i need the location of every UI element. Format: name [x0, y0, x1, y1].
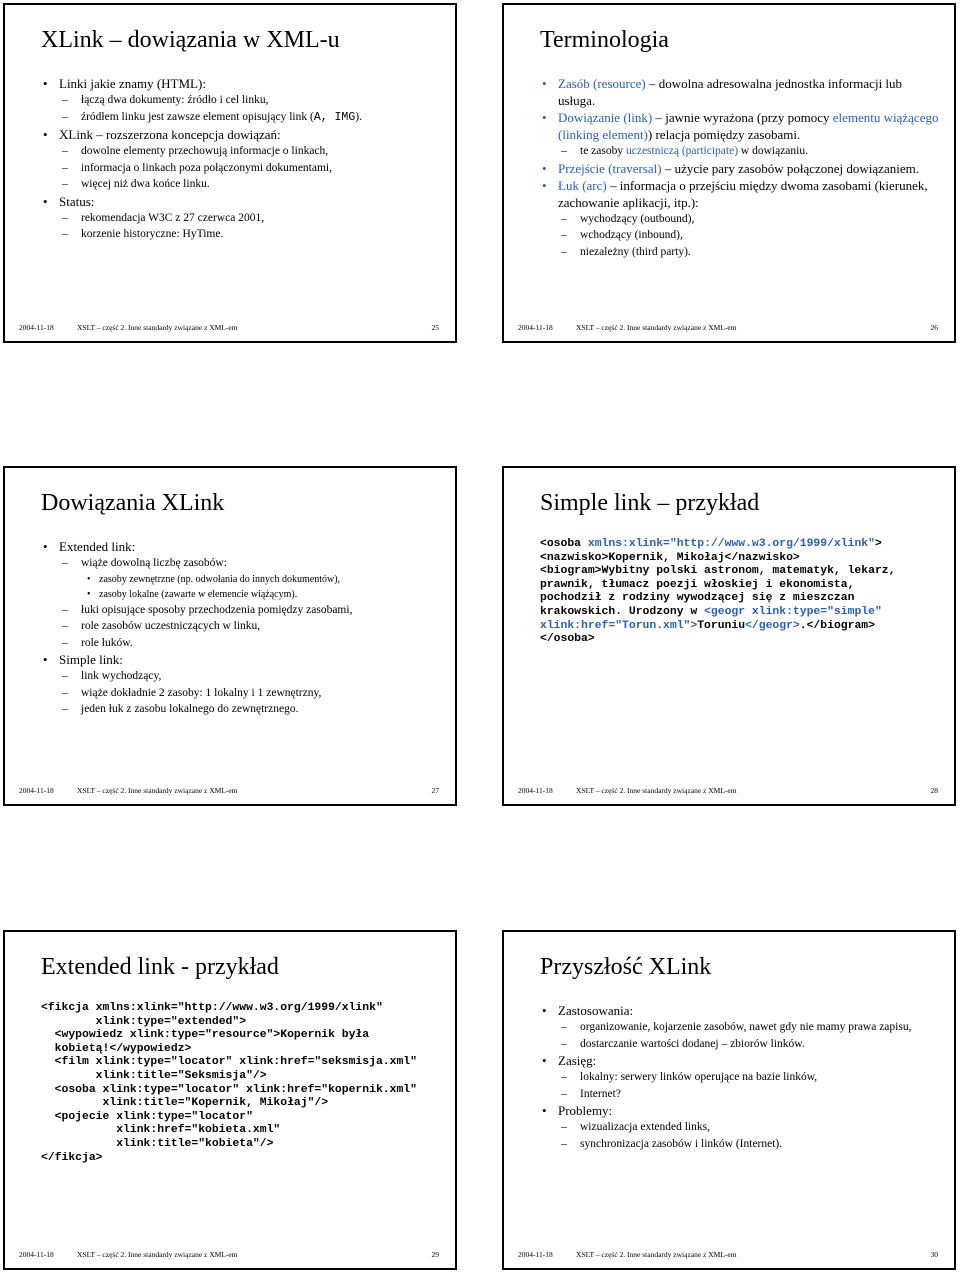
footer-title: XSLT – część 2. Inne standardy związane z XML-em — [77, 323, 238, 332]
code-inline: A, IMG — [313, 110, 356, 124]
slide-footer — [5, 786, 455, 800]
slide-title: XLink – dowiązania w XML-u — [41, 27, 340, 53]
slide-footer — [504, 323, 954, 337]
bullet: • Przejście (traversal) – użycie pary zasobów połączonej dowiązaniem. — [540, 160, 942, 177]
slide-number: 29 — [431, 1250, 439, 1259]
bullet: • XLink – rozszerzona koncepcja dowiązań: — [41, 126, 443, 143]
footer-date: 2004-11-18 — [19, 1250, 54, 1259]
bullet: • Problemy: — [540, 1102, 942, 1119]
slide-title: Extended link - przykład — [41, 954, 279, 980]
sub-bullet: – organizowanie, kojarzenie zasobów, nawet gdy nie mamy prawa zapisu, — [540, 1019, 942, 1036]
bullet: • Zasięg: — [540, 1052, 942, 1069]
sub-bullet: – wychodzący (outbound), — [540, 211, 942, 228]
slide-28 — [502, 466, 956, 806]
sub-bullet: – lokalny: serwery linków operujące na bazie linków, — [540, 1069, 942, 1086]
sub-bullet: – źródłem linku jest zawsze element opisujący link (A, IMG). — [41, 109, 443, 127]
sub-bullet: – wchodzący (inbound), — [540, 227, 942, 244]
sub-bullet: – role zasobów uczestniczących w linku, — [41, 618, 443, 635]
sub-bullet: – wizualizacja extended links, — [540, 1119, 942, 1136]
sub-bullet: – dowolne elementy przechowują informacje o linkach, — [41, 143, 443, 160]
slide-title: Przyszłość XLink — [540, 954, 712, 980]
sub-bullet: – link wychodzący, — [41, 668, 443, 685]
footer-title: XSLT – część 2. Inne standardy związane z XML-em — [77, 1250, 238, 1259]
footer-date: 2004-11-18 — [19, 786, 54, 795]
sub-bullet: – wiąże dokładnie 2 zasoby: 1 lokalny i 1 zewnętrzny, — [41, 685, 443, 702]
footer-title: XSLT – część 2. Inne standardy związane z XML-em — [576, 786, 737, 795]
footer-date: 2004-11-18 — [19, 323, 54, 332]
slide-footer — [504, 1250, 954, 1264]
bullet: • Zasób (resource) – dowolna adresowalna jednostka informacji lub usługa. — [540, 75, 942, 109]
slide-29 — [3, 930, 457, 1270]
slide-footer — [504, 786, 954, 800]
slide-number: 25 — [431, 323, 439, 332]
slide-26 — [502, 3, 956, 343]
sub-bullet: – korzenie historyczne: HyTime. — [41, 226, 443, 243]
sub-bullet: – informacja o linkach poza połączonymi dokumentami, — [41, 160, 443, 177]
sub-bullet: – synchronizacja zasobów i linków (Internet). — [540, 1136, 942, 1153]
sub-bullet: – dostarczanie wartości dodanej – zbiorów linków. — [540, 1036, 942, 1053]
slide-number: 27 — [431, 786, 439, 795]
slide-content — [540, 1002, 942, 1152]
slide-title: Simple link – przykład — [540, 490, 760, 516]
footer-title: XSLT – część 2. Inne standardy związane z XML-em — [576, 323, 737, 332]
sub-bullet: – jeden łuk z zasobu lokalnego do zewnętrznego. — [41, 701, 443, 718]
sub-bullet: – wiąże dowolną liczbę zasobów: — [41, 555, 443, 572]
sub-bullet: – Internet? — [540, 1086, 942, 1103]
slide-number: 28 — [930, 786, 938, 795]
sub-bullet: – łuki opisujące sposoby przechodzenia pomiędzy zasobami, — [41, 602, 443, 619]
bullet: • Łuk (arc) – informacja o przejściu między dwoma zasobami (kierunek, zachowanie aplikacji, itp.): — [540, 177, 942, 211]
sub-sub-bullet: • zasoby zewnętrzne (np. odwołania do innych dokumentów), — [41, 572, 443, 587]
bullet: • Status: — [41, 193, 443, 210]
footer-date: 2004-11-18 — [518, 323, 553, 332]
slide-footer — [5, 323, 455, 337]
slide-content — [41, 538, 443, 718]
sub-bullet: – rekomendacja W3C z 27 czerwca 2001, — [41, 210, 443, 227]
sub-sub-bullet: • zasoby lokalne (zawarte w elemencie wiążącym). — [41, 587, 443, 602]
slide-number: 26 — [930, 323, 938, 332]
bullet: • Zastosowania: — [540, 1002, 942, 1019]
slide-content — [41, 75, 443, 243]
bullet: • Extended link: — [41, 538, 443, 555]
sub-bullet: – te zasoby uczestniczą (participate) w dowiązaniu. — [540, 143, 942, 160]
sub-bullet: – więcej niż dwa końce linku. — [41, 176, 443, 193]
slide-title: Dowiązania XLink — [41, 490, 225, 516]
sub-bullet: – łączą dwa dokumenty: źródło i cel linku, — [41, 92, 443, 109]
bullet: • Dowiązanie (link) – jawnie wyrażona (przy pomocy elementu wiążącego (linking element)) relacja pomiędzy zasobami. — [540, 109, 942, 143]
slide-footer — [5, 1250, 455, 1264]
bullet: • Linki jakie znamy (HTML): — [41, 75, 443, 92]
footer-title: XSLT – część 2. Inne standardy związane z XML-em — [77, 786, 238, 795]
footer-date: 2004-11-18 — [518, 786, 553, 795]
slide-title: Terminologia — [540, 27, 669, 53]
slide-27 — [3, 466, 457, 806]
sub-bullet: – role łuków. — [41, 635, 443, 652]
footer-title: XSLT – część 2. Inne standardy związane z XML-em — [576, 1250, 737, 1259]
slide-content — [540, 75, 942, 260]
bullet: • Simple link: — [41, 651, 443, 668]
code-block: <osoba xmlns:xlink="http://www.w3.org/1999/xlink"> <nazwisko>Kopernik, Mikołaj</nazwisko> <biogram>Wybitny polski astronom, matematyk, lekarz, prawnik, tłumacz poezji włoskiej i ekonomista, pochodził z rodziny wywodzącej się z mieszczan krakowskich. Urodzony w <geogr xlink:type="simple" xlink:href="Torun.xml">Toruniu</geogr>.</biogram> </osoba> — [540, 538, 896, 646]
sub-bullet: – niezależny (third party). — [540, 244, 942, 261]
slide-30 — [502, 930, 956, 1270]
code-block: <fikcja xmlns:xlink="http://www.w3.org/1999/xlink" xlink:type="extended"> <wypowiedz xlink:type="resource">Kopernik była kobietą!</wypowiedz> <film xlink:type="locator" xlink:href="seksmisja.xml" xlink:title="Seksmisja"/> <osoba xlink:type="locator" xlink:href="kopernik.xml" xlink:title="Kopernik, Mikołaj"/> <pojecie xlink:type="locator" xlink:href="kobieta.xml" xlink:title="kobieta"/> </fikcja> — [41, 1002, 417, 1164]
slide-25 — [3, 3, 457, 343]
footer-date: 2004-11-18 — [518, 1250, 553, 1259]
slide-number: 30 — [930, 1250, 938, 1259]
